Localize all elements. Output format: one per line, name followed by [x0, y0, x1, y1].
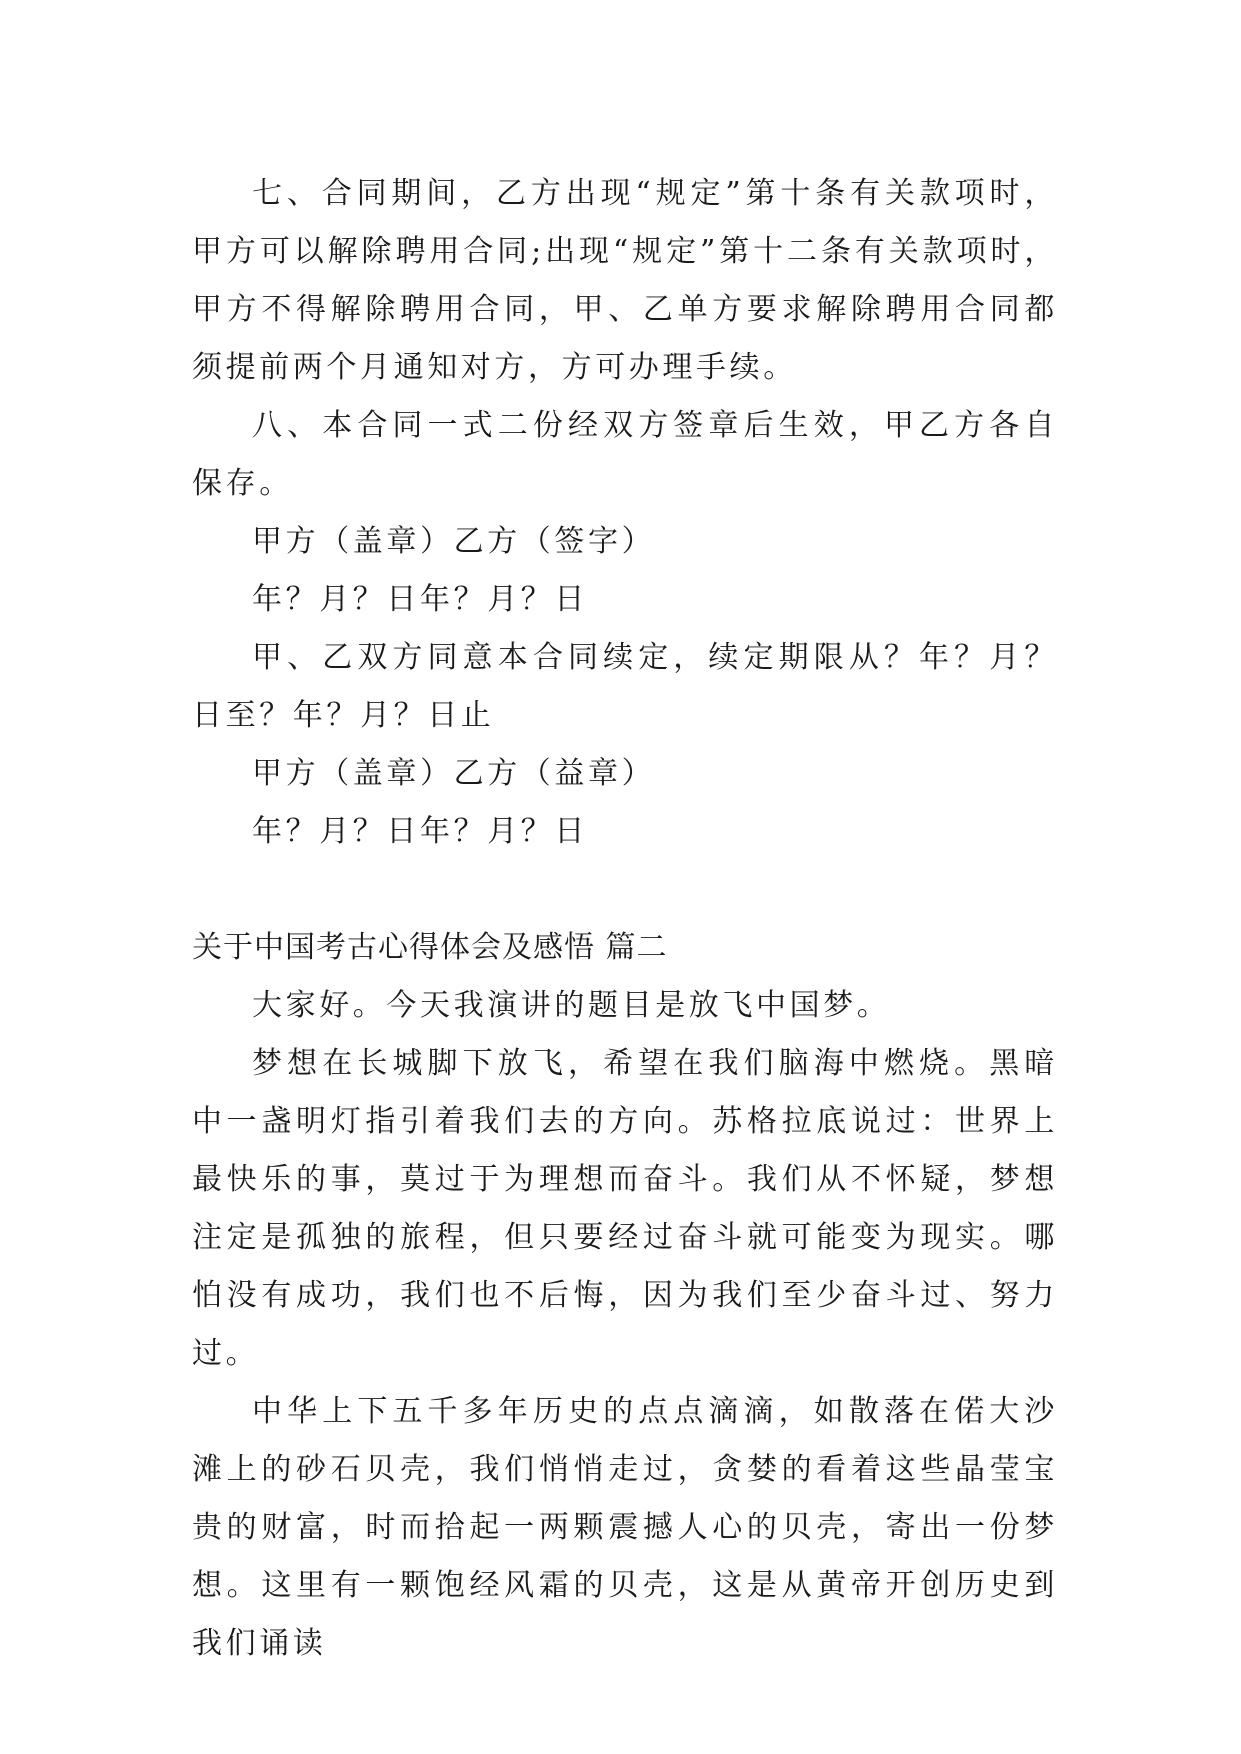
renewal-clause: 甲、乙双方同意本合同续定，续定期限从？年？月？日至？年？月？日止 [192, 640, 1058, 733]
date-line: 年？月？日年？月？日 [252, 582, 588, 617]
section-gap [192, 861, 1058, 919]
document-page [192, 165, 1058, 1673]
signature-line: 甲方（盖章）乙方（签字） [252, 524, 656, 559]
section-heading: 关于中国考古心得体会及感悟 篇二 [192, 930, 668, 965]
contract-clause-7: 七、合同期间，乙方出现“规定”第十条有关款项时，甲方可以解除聘用合同;出现“规定”第十二条有关款项时，甲方不得解除聘用合同，甲、乙单方要求解除聘用合同都须提前两个月通知对方，方可办理手续。 [192, 176, 1058, 385]
renewal-signature-line: 甲方（盖章）乙方（益章） [252, 756, 656, 791]
contract-clause-8: 八、本合同一式二份经双方签章后生效，甲乙方各自保存。 [192, 408, 1058, 501]
speech-paragraph-1: 大家好。今天我演讲的题目是放飞中国梦。 [252, 988, 891, 1023]
speech-paragraph-2: 梦想在长城脚下放飞，希望在我们脑海中燃烧。黑暗中一盏明灯指引着我们去的方向。苏格拉底说过：世界上最快乐的事，莫过于为理想而奋斗。我们从不怀疑，梦想注定是孤独的旅程，但只要经过奋斗就可能变为现实。哪怕没有成功，我们也不后悔，因为我们至少奋斗过、努力过。 [192, 1046, 1058, 1371]
renewal-date-line: 年？月？日年？月？日 [252, 814, 588, 849]
speech-paragraph-3: 中华上下五千多年历史的点点滴滴，如散落在偌大沙滩上的砂石贝壳，我们悄悄走过，贪婪的看着这些晶莹宝贵的财富，时而拾起一两颗震撼人心的贝壳，寄出一份梦想。这里有一颗饱经风霜的贝壳，这是从黄帝开创历史到我们诵读 [192, 1394, 1058, 1661]
